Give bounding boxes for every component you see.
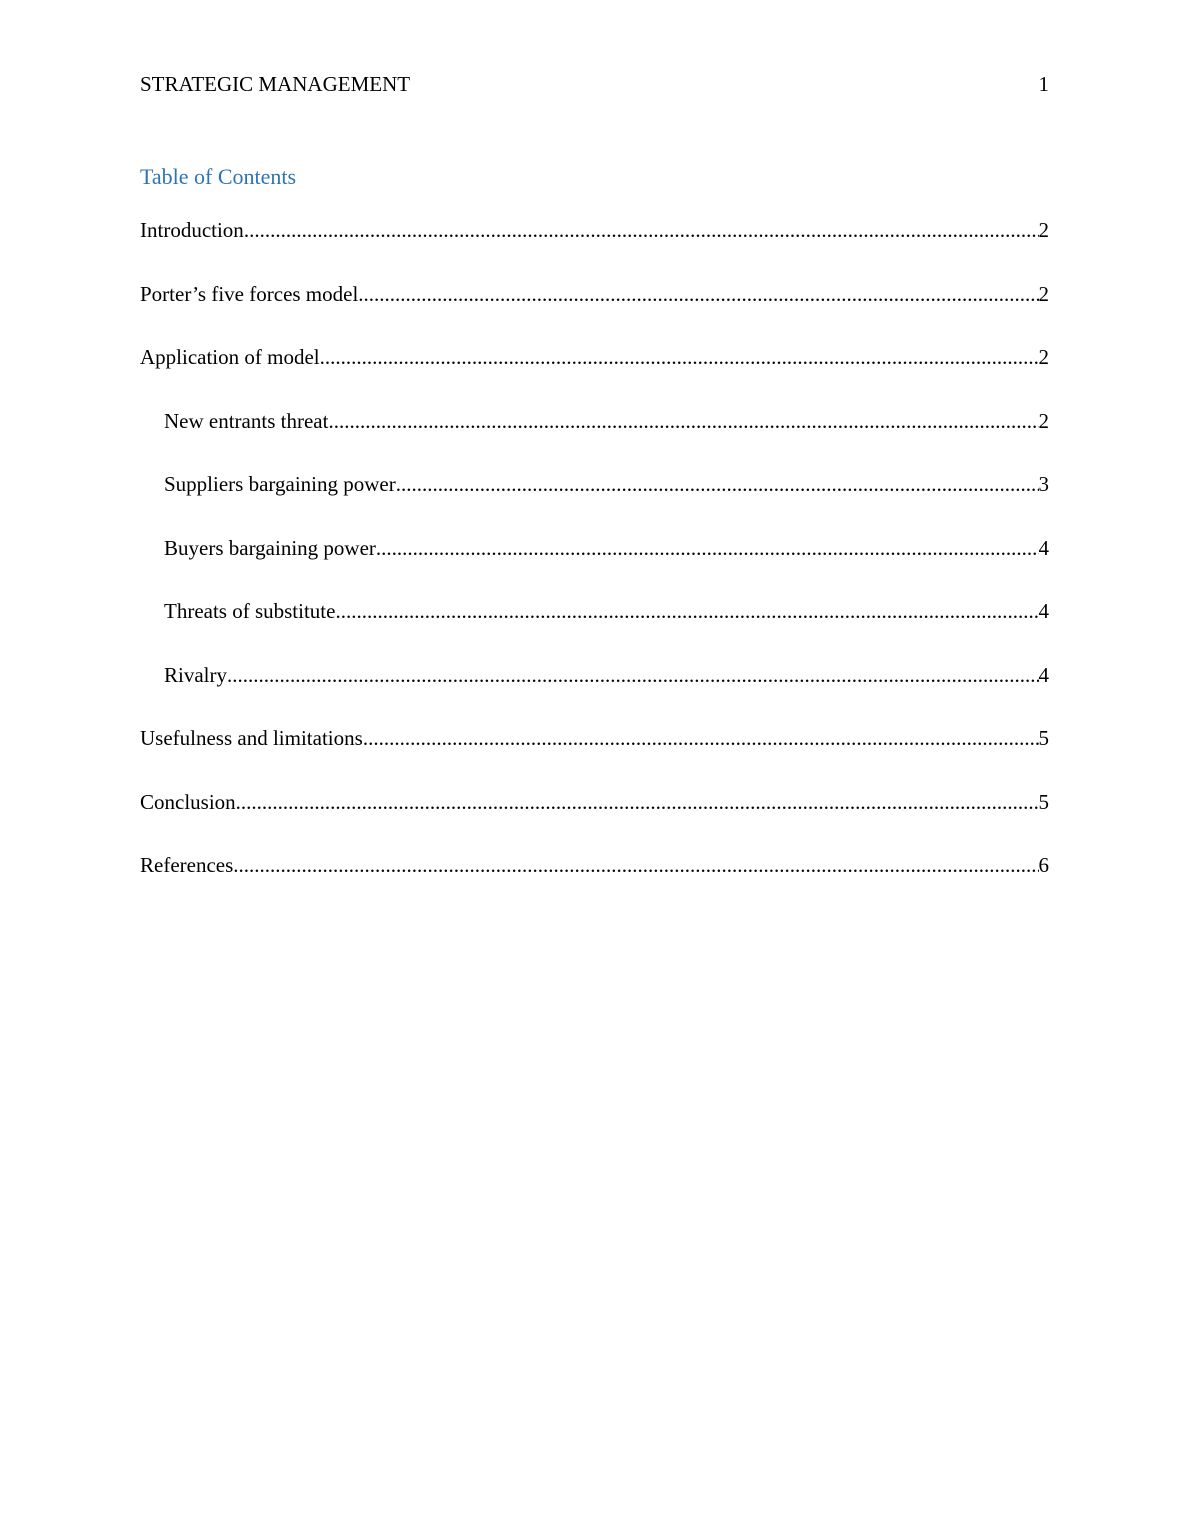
toc-dot-leader: [227, 659, 1039, 691]
toc-entry-porters-five-forces-model[interactable]: [140, 278, 1049, 342]
toc-entry-introduction[interactable]: [140, 214, 1049, 278]
toc-dot-leader: [233, 849, 1038, 881]
toc-entry-label: References: [140, 853, 234, 877]
toc-entry-page: 2: [1038, 408, 1049, 433]
toc-entry-page: 3: [1038, 472, 1049, 496]
toc-heading: Table of Contents: [140, 164, 297, 189]
toc-entry-label: Threats of substitute: [164, 599, 336, 623]
toc-entry-page: 6: [1038, 853, 1049, 877]
toc-entry-label: Suppliers bargaining power: [164, 472, 396, 496]
toc-entry-page: 5: [1038, 726, 1049, 750]
toc-entry-label: Application of model: [140, 345, 320, 369]
running-header: [140, 70, 1049, 98]
toc-entry-label: Usefulness and limitations: [140, 726, 363, 750]
toc-entry-buyers-bargaining-power[interactable]: [140, 532, 1049, 596]
toc-entry-page: 2: [1038, 281, 1049, 306]
toc-entry-label: New entrants threat: [164, 408, 329, 433]
header-page-number: 1: [1038, 72, 1049, 96]
toc-dot-leader: [335, 595, 1038, 627]
toc-entry-page: 2: [1038, 218, 1049, 242]
toc-dot-leader: [244, 214, 1039, 246]
toc-entry-rivalry[interactable]: [140, 659, 1049, 723]
toc-entry-page: 4: [1038, 599, 1049, 623]
toc-entry-page: 5: [1038, 789, 1049, 814]
toc-entry-conclusion[interactable]: [140, 786, 1049, 850]
toc-entry-page: 4: [1038, 662, 1049, 687]
toc-entry-label: Introduction: [140, 218, 244, 242]
toc-entry-label: Porter’s five forces model: [140, 281, 359, 306]
toc-entry-page: 4: [1038, 535, 1049, 560]
toc-dot-leader: [320, 341, 1039, 373]
toc-entry-new-entrants-threat[interactable]: [140, 405, 1049, 469]
toc-entry-label: Rivalry: [164, 662, 227, 687]
toc-dot-leader: [358, 278, 1038, 310]
toc-dot-leader: [236, 786, 1039, 818]
toc-list: [140, 214, 1049, 913]
toc-entry-suppliers-bargaining-power[interactable]: [140, 468, 1049, 532]
toc-entry-references[interactable]: [140, 849, 1049, 913]
toc-dot-leader: [328, 405, 1038, 437]
toc-entry-usefulness-and-limitations[interactable]: [140, 722, 1049, 786]
header-title: STRATEGIC MANAGEMENT: [140, 72, 411, 96]
toc-entry-threats-of-substitute[interactable]: [140, 595, 1049, 659]
toc-dot-leader: [396, 468, 1039, 500]
toc-entry-label: Buyers bargaining power: [164, 535, 376, 560]
toc-dot-leader: [363, 722, 1039, 754]
toc-dot-leader: [376, 532, 1039, 564]
toc-entry-label: Conclusion: [140, 789, 236, 814]
toc-entry-application-of-model[interactable]: [140, 341, 1049, 405]
toc-entry-page: 2: [1038, 345, 1049, 369]
